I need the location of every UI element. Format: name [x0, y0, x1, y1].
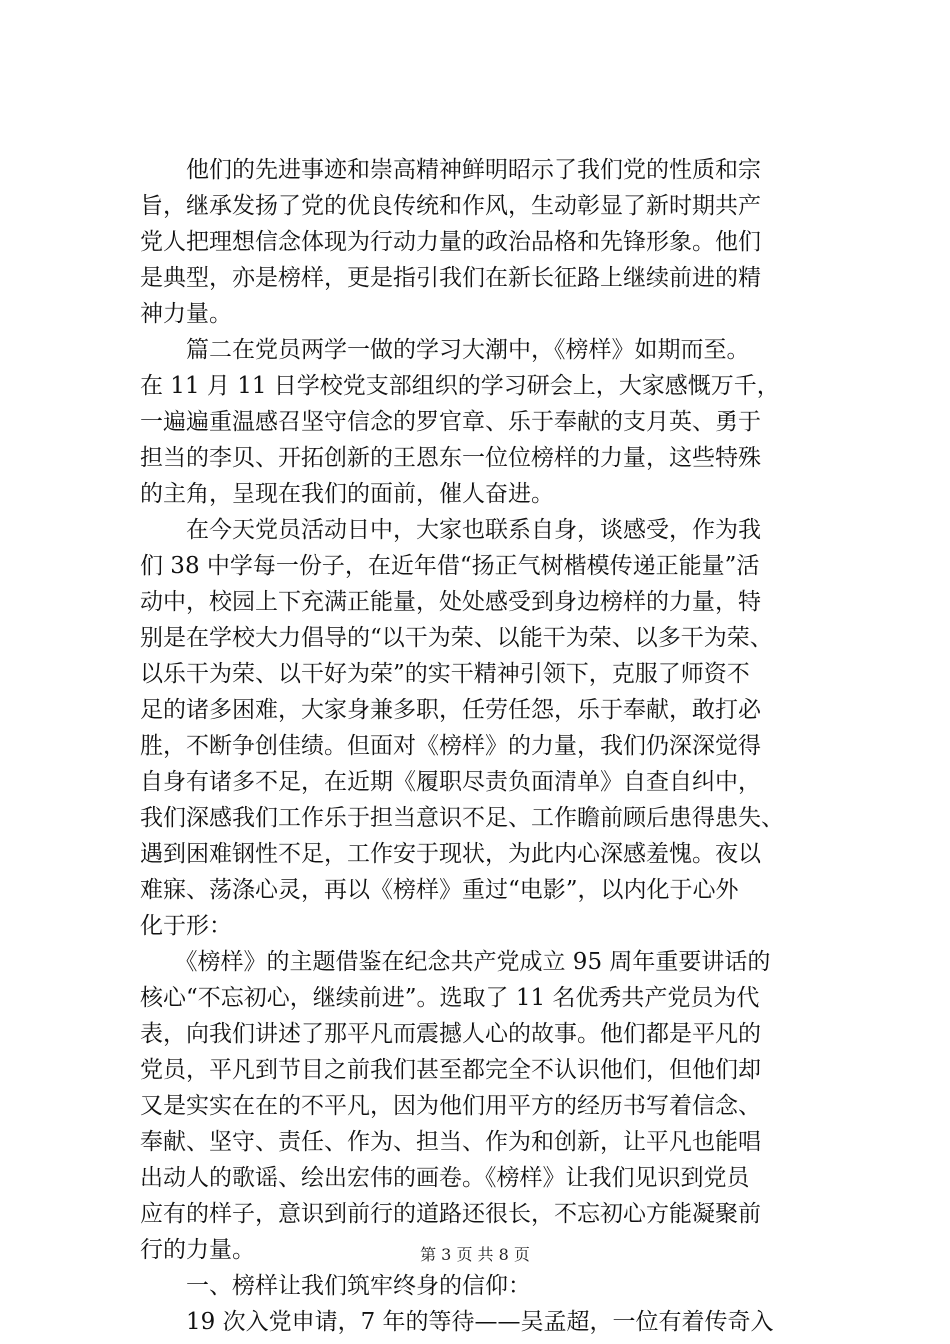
text-line: 应有的样子，意识到前行的道路还很长，不忘初心方能凝聚前	[140, 1201, 761, 1227]
text-line: 在今天党员活动日中，大家也联系自身，谈感受，作为我	[140, 517, 761, 543]
text-line: 别是在学校大力倡导的“以干为荣、以能干为荣、以多干为荣、	[140, 625, 773, 651]
text-line: 遇到困难钢性不足，工作安于现状，为此内心深感羞愧。夜以	[140, 841, 761, 867]
text-line: 又是实实在在的不平凡，因为他们用平方的经历书写着信念、	[140, 1093, 761, 1119]
text-line: 篇二在党员两学一做的学习大潮中，《榜样》如期而至。	[140, 337, 750, 363]
text-line: 一、榜样让我们筑牢终身的信仰：	[140, 1273, 531, 1299]
document-body	[140, 152, 830, 1340]
text-line: 是典型，亦是榜样，更是指引我们在新长征路上继续前进的精	[140, 265, 761, 291]
text-line: 化于形：	[140, 913, 232, 939]
text-line: 难寐、荡涤心灵，再以《榜样》重过“电影”，以内化于心外	[140, 877, 739, 903]
text-line: 们 38 中学每一份子，在近年借“扬正气树楷模传递正能量”活	[140, 553, 760, 579]
text-line: 的主角，呈现在我们的面前，催人奋进。	[140, 481, 554, 507]
text-line: 在 11 月 11 日学校党支部组织的学习研会上，大家感慨万千，	[140, 373, 780, 399]
text-line: 我们深感我们工作乐于担当意识不足、工作瞻前顾后患得患失、	[140, 805, 784, 831]
text-line: 足的诸多困难，大家身兼多职，任劳任怨，乐于奉献，敢打必	[140, 697, 761, 723]
text-line: 神力量。	[140, 301, 232, 327]
text-line: 一遍遍重温感召坚守信念的罗官章、乐于奉献的支月英、勇于	[140, 409, 761, 435]
text-line: 党员，平凡到节目之前我们甚至都完全不认识他们，但他们却	[140, 1057, 761, 1083]
text-line: 核心“不忘初心，继续前进”。选取了 11 名优秀共产党员为代	[140, 985, 760, 1011]
text-line: 19 次入党申请，7 年的等待——吴孟超，一位有着传奇入	[140, 1309, 774, 1335]
text-line: 表，向我们讲述了那平凡而震撼人心的故事。他们都是平凡的	[140, 1021, 761, 1047]
text-line: 他们的先进事迹和崇高精神鲜明昭示了我们党的性质和宗	[140, 157, 761, 183]
text-line: 党人把理想信念体现为行动力量的政治品格和先锋形象。他们	[140, 229, 761, 255]
page-number-footer: 第 3 页 共 8 页	[420, 1245, 530, 1264]
text-line: 《榜样》的主题借鉴在纪念共产党成立 95 周年重要讲话的	[140, 949, 771, 975]
text-line: 动中，校园上下充满正能量，处处感受到身边榜样的力量，特	[140, 589, 761, 615]
text-line: 旨，继承发扬了党的优良传统和作风，生动彰显了新时期共产	[140, 193, 761, 219]
text-line: 自身有诸多不足，在近期《履职尽责负面清单》自查自纠中，	[140, 769, 761, 795]
text-line: 以乐干为荣、以干好为荣”的实干精神引领下，克服了师资不	[140, 661, 750, 687]
text-line: 胜，不断争创佳绩。但面对《榜样》的力量，我们仍深深觉得	[140, 733, 761, 759]
text-line: 担当的李贝、开拓创新的王恩东一位位榜样的力量，这些特殊	[140, 445, 761, 471]
text-line: 出动人的歌谣、绘出宏伟的画卷。《榜样》让我们见识到党员	[140, 1165, 750, 1191]
text-line: 奉献、坚守、责任、作为、担当、作为和创新，让平凡也能唱	[140, 1129, 761, 1155]
text-line: 行的力量。	[140, 1237, 255, 1263]
